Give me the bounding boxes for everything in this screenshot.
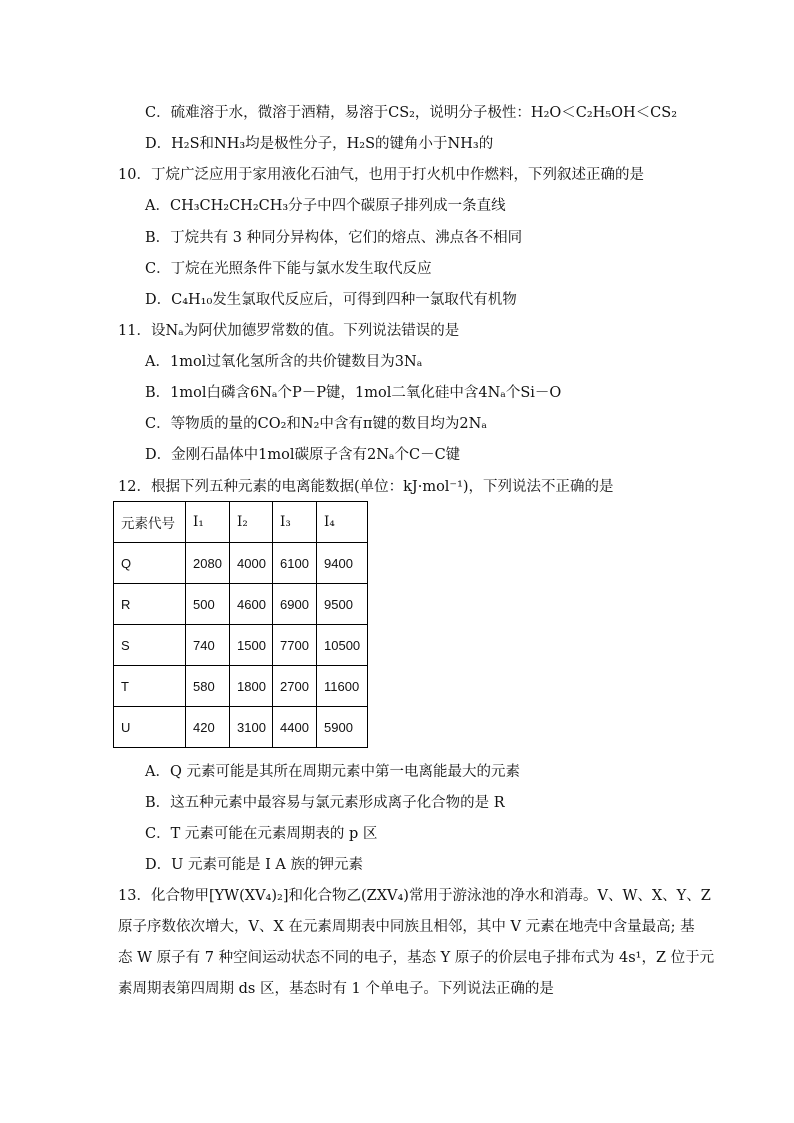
- q13-stem-line-2: 原子序数依次增大，V、X 在元素周期表中同族且相邻，其中 V 元素在地壳中含量最高; 基: [118, 919, 695, 935]
- ionization-energy-table: [113, 501, 368, 748]
- table-cell: 4000: [230, 543, 273, 584]
- q10-option-b: B．丁烷共有 3 种同分异构体，它们的熔点、沸点各不相同: [145, 230, 523, 246]
- q10-option-a: A．CH₃CH₂CH₂CH₃分子中四个碳原子排列成一条直线: [145, 198, 506, 214]
- q11-option-c: C．等物质的量的CO₂和N₂中含有π键的数目均为2Nₐ: [145, 416, 487, 432]
- table-header-cell: I₁: [186, 502, 230, 543]
- table-cell: 7700: [273, 625, 317, 666]
- table-row: [114, 625, 368, 666]
- q11-option-a: A．1mol过氧化氢所含的共价键数目为3Nₐ: [145, 354, 423, 370]
- table-cell: U: [114, 707, 186, 748]
- table-cell: 6100: [273, 543, 317, 584]
- table-cell: 4600: [230, 584, 273, 625]
- table-row: [114, 543, 368, 584]
- table-header-cell: I₃: [273, 502, 317, 543]
- table-cell: S: [114, 625, 186, 666]
- table-cell: 2080: [186, 543, 230, 584]
- table-header-cell: I₄: [317, 502, 368, 543]
- q9-option-d: D．H₂S和NH₃均是极性分子，H₂S的键角小于NH₃的: [145, 136, 494, 152]
- q13-stem-line-1: 13．化合物甲[YW(XV₄)₂]和化合物乙(ZXV₄)常用于游泳池的净水和消毒。V、W、X、Y、Z: [118, 888, 711, 904]
- q11-option-b: B．1mol白磷含6Nₐ个P－P键，1mol二氧化硅中含4Nₐ个Si－O: [145, 385, 562, 401]
- table-cell: 3100: [230, 707, 273, 748]
- table-row: [114, 666, 368, 707]
- table-cell: 4400: [273, 707, 317, 748]
- q10-stem: 10．丁烷广泛应用于家用液化石油气，也用于打火机中作燃料，下列叙述正确的是: [118, 167, 644, 183]
- table-cell: 420: [186, 707, 230, 748]
- table-cell: T: [114, 666, 186, 707]
- table-cell: 500: [186, 584, 230, 625]
- table-row: [114, 707, 368, 748]
- q12-option-b: B．这五种元素中最容易与氯元素形成离子化合物的是 R: [145, 795, 505, 811]
- table-cell: 740: [186, 625, 230, 666]
- q9-option-c: C．硫难溶于水，微溶于酒精，易溶于CS₂，说明分子极性：H₂O＜C₂H₅OH＜CS₂: [145, 105, 678, 121]
- table-cell: 9500: [317, 584, 368, 625]
- table-cell: 6900: [273, 584, 317, 625]
- table-cell: 9400: [317, 543, 368, 584]
- table-cell: 1800: [230, 666, 273, 707]
- table-header-cell: 元素代号: [114, 502, 186, 543]
- table-cell: 2700: [273, 666, 317, 707]
- q10-option-d: D．C₄H₁₀发生氯取代反应后，可得到四种一氯取代有机物: [145, 292, 517, 308]
- table-cell: 5900: [317, 707, 368, 748]
- table-header-row: [114, 502, 368, 543]
- table-cell: 10500: [317, 625, 368, 666]
- table-row: [114, 584, 368, 625]
- q13-stem-line-4: 素周期表第四周期 ds 区，基态时有 1 个单电子。下列说法正确的是: [118, 981, 554, 997]
- q12-option-c: C．T 元素可能在元素周期表的 p 区: [145, 826, 378, 842]
- table-cell: R: [114, 584, 186, 625]
- table-cell: 580: [186, 666, 230, 707]
- table-cell: 11600: [317, 666, 368, 707]
- q10-option-c: C．丁烷在光照条件下能与氯水发生取代反应: [145, 261, 432, 277]
- q12-stem: 12．根据下列五种元素的电离能数据(单位：kJ·mol⁻¹)，下列说法不正确的是: [118, 479, 614, 495]
- q12-option-d: D．U 元素可能是 I A 族的钾元素: [145, 857, 363, 873]
- q11-option-d: D．金刚石晶体中1mol碳原子含有2Nₐ个C－C键: [145, 447, 461, 463]
- q11-stem: 11．设Nₐ为阿伏加德罗常数的值。下列说法错误的是: [118, 323, 460, 339]
- table-header-cell: I₂: [230, 502, 273, 543]
- q12-option-a: A．Q 元素可能是其所在周期元素中第一电离能最大的元素: [145, 764, 520, 780]
- table-cell: Q: [114, 543, 186, 584]
- table-cell: 1500: [230, 625, 273, 666]
- q13-stem-line-3: 态 W 原子有 7 种空间运动状态不同的电子，基态 Y 原子的价层电子排布式为 4s¹，Z 位于元: [118, 950, 715, 966]
